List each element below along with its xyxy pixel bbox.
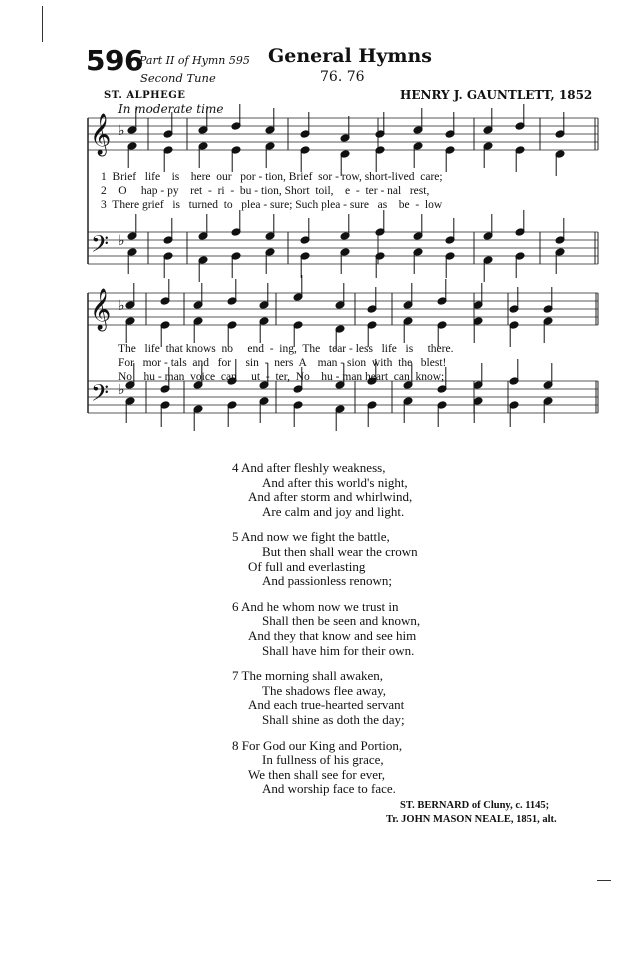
flat-icon: ♭ [118, 233, 125, 249]
page-edge-mark [597, 880, 611, 881]
meter: 76. 76 [320, 69, 365, 85]
verse-line: And worship face to face. [262, 781, 396, 797]
verse-line: And after fleshly weakness, [241, 460, 386, 475]
bass-clef-icon: 𝄢 [91, 230, 110, 263]
additional-verses [232, 461, 420, 808]
verse-line: The shadows flee away, [262, 682, 387, 698]
verse-line: For God our King and Portion, [241, 737, 403, 753]
verse-number: 5 [232, 529, 239, 545]
translator-credit: Tr. JOHN MASON NEALE, 1851, alt. [386, 814, 557, 825]
verse-line: Shall then be seen and known, [262, 613, 421, 629]
lyric-line-5: For mor - tals and for sin - ners A man - sion with the blest! [118, 357, 447, 369]
verse-line: Shall shine as doth the day; [262, 711, 405, 727]
verse-line: And after this world's night, [262, 474, 408, 490]
flat-icon: ♭ [118, 298, 125, 314]
book-section-title: General Hymns [268, 45, 432, 67]
composer: HENRY J. GAUNTLETT, 1852 [400, 88, 593, 102]
verse-number: 6 [232, 598, 239, 614]
lyric-line-3: 3 There grief is turned to plea - sure; Such plea - sure as be - low [101, 199, 443, 211]
verse-line: And they that know and see him [248, 627, 417, 643]
second-tune-label: Second Tune [140, 71, 216, 85]
lyric-line-2: 2 O hap - py ret - ri - bu - tion, Short toil, e - ter - nal rest, [101, 185, 430, 197]
verse-line: And each true-hearted servant [248, 697, 405, 713]
verse-line: In fullness of his grace, [262, 752, 384, 768]
verse-line: And after storm and whirlwind, [248, 489, 413, 505]
flat-icon: ♭ [118, 382, 125, 398]
flat-icon: ♭ [118, 123, 125, 139]
bass-clef-icon: 𝄢 [91, 379, 110, 412]
treble-clef-icon: 𝄞 [90, 114, 112, 155]
verse-line: But then shall wear the crown [262, 543, 418, 559]
verse-5 [232, 530, 420, 588]
verse-line: We then shall see for ever, [248, 766, 386, 782]
treble-clef-icon: 𝄞 [90, 289, 112, 330]
verse-line: Shall have him for their own. [262, 642, 415, 658]
lyric-line-1: 1 Brief life is here our por - tion, Brief sor - row, short-lived care; [101, 171, 443, 183]
verse-7 [232, 669, 420, 727]
verse-number: 8 [232, 737, 239, 753]
verse-line: Are calm and joy and light. [262, 503, 405, 519]
hymn-number: 596 [86, 44, 143, 77]
verse-line: And passionless renown; [262, 573, 392, 589]
verse-number: 4 [232, 460, 239, 475]
part-note: Part II of Hymn 595 [139, 54, 250, 67]
author-credit: ST. BERNARD of Cluny, c. 1145; [400, 800, 550, 811]
verse-6 [232, 600, 420, 658]
tune-name: ST. ALPHEGE [104, 90, 186, 101]
verse-line: And he whom now we trust in [241, 598, 399, 614]
lyric-line-4: The life that knows no end - ing, The tear - less life is there. [118, 343, 454, 355]
verse-line: The morning shall awaken, [241, 668, 384, 684]
verse-4 [232, 461, 420, 519]
verse-line: Of full and everlasting [248, 558, 366, 574]
verse-line: And now we fight the battle, [241, 529, 390, 545]
music-score [0, 0, 640, 460]
verse-8 [232, 739, 420, 797]
verse-number: 7 [232, 668, 239, 684]
tempo-marking: In moderate time [118, 102, 224, 116]
lyric-line-6: No hu - man voice can ut - ter, No hu - man heart can know; [118, 371, 445, 383]
